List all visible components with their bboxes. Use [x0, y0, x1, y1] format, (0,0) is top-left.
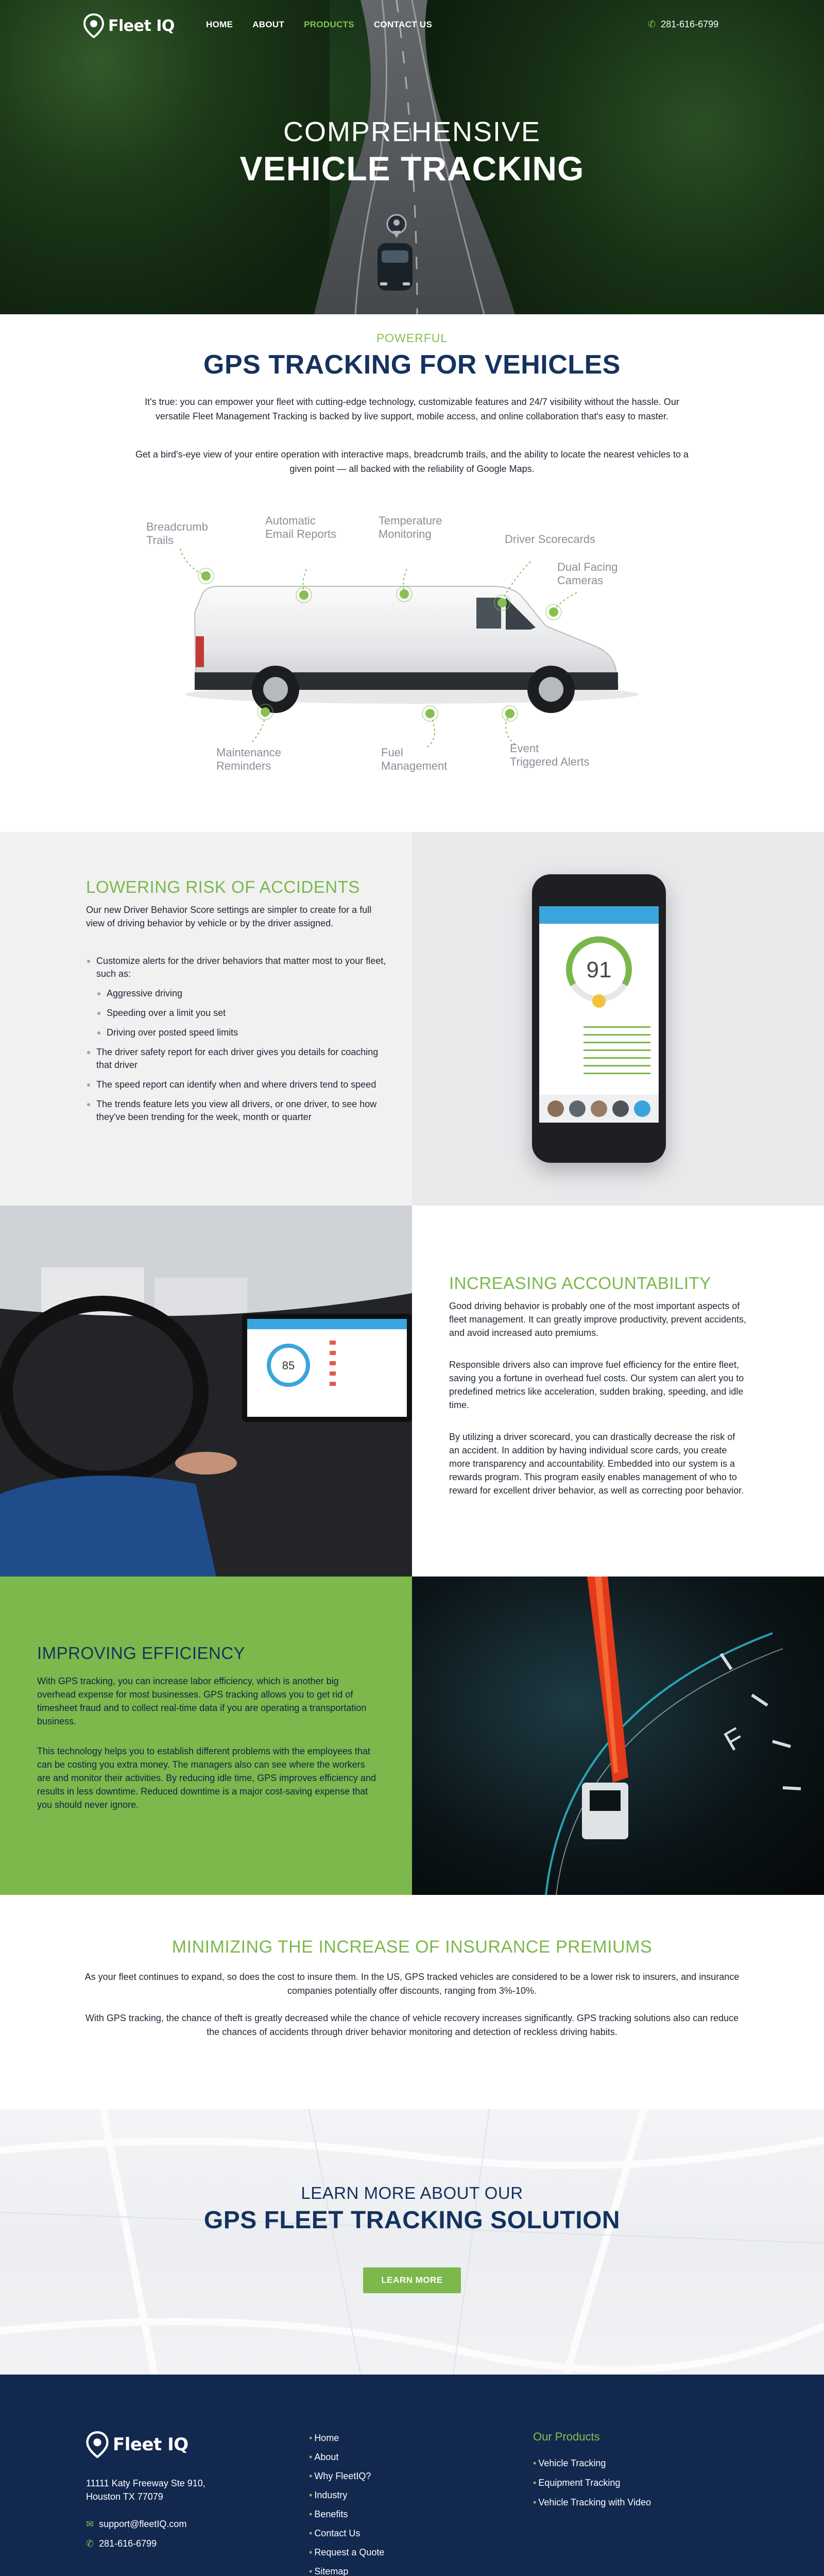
insurance-section — [0, 1895, 824, 2109]
car-interior-illustration — [0, 1206, 412, 1577]
menu-item-about[interactable]: ABOUT — [252, 20, 285, 29]
menu-item-products[interactable]: PRODUCTS — [304, 20, 354, 29]
accountability-paragraph-3: By utilizing a driver scorecard, you can drastically decrease the risk of an accident. In addition by having individual score cards, you create more transparency and accountability. Embedded into our system is a rewards program. This program easily enables management of who to reward for excellent driver behavior, as well as correcting poor behavior. — [449, 1432, 744, 1496]
footer-email: support@fleetIQ.com — [99, 2519, 187, 2529]
footer-product-vehicle-video[interactable]: • Vehicle Tracking with Video — [533, 2497, 651, 2507]
avatar — [591, 1100, 607, 1117]
footer-link-benefits[interactable]: • Benefits — [309, 2509, 348, 2519]
menu-item-home[interactable]: HOME — [206, 20, 233, 29]
accountability-paragraph-2: Responsible drivers also can improve fuel efficiency for the entire fleet, saving you a fortune in overhead fuel costs. Our system can alert you to predefined metrics like acceleration, sudden braking, speeding, and idle time. — [449, 1360, 744, 1410]
gps-tracking-section — [0, 314, 824, 832]
risk-bullets — [86, 955, 395, 1130]
label-fuel-management — [381, 746, 447, 773]
label-email-reports — [265, 514, 336, 541]
footer-address — [86, 2477, 205, 2503]
top-navigation — [0, 0, 824, 52]
footer-address-line2: Houston TX 77079 — [86, 2492, 163, 2502]
label-line: Maintenance — [216, 746, 281, 759]
risk-bullet-list — [86, 955, 395, 980]
label-line: Management — [381, 759, 448, 772]
footer-products-title: Our Products — [533, 2430, 600, 2443]
efficiency-paragraph-2: This technology helps you to establish different problems with the employees that can be costing you extra money. The managers also can see where the workers are and monitor their activities. By reducing idle time, GPS improves efficiency and results in less downtime. Reduced downtime is a major cost-saving expense that you should never ignore. — [37, 1746, 376, 1810]
phone-driver-avatars — [539, 1095, 659, 1123]
header-phone-link[interactable] — [648, 19, 718, 30]
map-background — [0, 2109, 824, 2375]
risk-title: LOWERING RISK OF ACCIDENTS — [86, 877, 360, 896]
phone-mockup — [532, 874, 666, 1163]
avatar — [612, 1100, 629, 1117]
phone-screen — [539, 906, 659, 1123]
accountability-title: INCREASING ACCOUNTABILITY — [449, 1274, 711, 1293]
brand-logo[interactable] — [82, 13, 175, 38]
efficiency-section — [0, 1577, 824, 1895]
cta-heading-line1: LEARN MORE ABOUT OUR — [301, 2183, 523, 2202]
footer-product-label: Vehicle Tracking with Video — [538, 2497, 651, 2507]
efficiency-paragraph-1: With GPS tracking, you can increase labor efficiency, which is another big overhead expense for most businesses. GPS tracking allows you to get rid of timesheet fraud and to collect real-time data if you are operating a transportation business. — [37, 1676, 367, 1726]
label-line: Driver Scorecards — [505, 533, 596, 546]
intro-paragraph-2: Get a bird's-eye view of your entire operation with interactive maps, breadcrumb trails, and the ability to locate the nearest vehicles to a given point — all backed with the reliability of Google Maps. — [135, 449, 689, 474]
label-line: Cameras — [557, 574, 604, 587]
intro-paragraph-1: It's true: you can empower your fleet with cutting-edge technology, customizable features and 24/7 visibility without the hassle. Our versatile Fleet Management Tracking is backed by live support, mobile access, and online collaboration that's easy to master. — [145, 397, 679, 421]
footer-product-label: Equipment Tracking — [538, 2478, 621, 2488]
footer-product-equipment-tracking[interactable]: • Equipment Tracking — [533, 2478, 621, 2488]
hero — [0, 0, 824, 314]
footer-link-label: Request a Quote — [314, 2547, 385, 2557]
risk-bullet: The speed report can identify when and where drivers tend to speed — [86, 1078, 395, 1091]
risk-sub-list — [96, 987, 395, 1039]
fuel-gauge-image — [412, 1577, 824, 1895]
footer-link-label: Benefits — [314, 2509, 348, 2519]
car-interior-image — [0, 1206, 412, 1577]
footer-product-label: Vehicle Tracking — [538, 2458, 606, 2468]
avatar — [547, 1100, 564, 1117]
label-line: Trails — [146, 534, 174, 547]
risk-section — [0, 832, 824, 1206]
intro-eyebrow: POWERFUL — [376, 331, 448, 345]
van-features-diagram — [139, 510, 685, 799]
label-temperature-monitoring — [379, 514, 442, 541]
insurance-paragraph-1: As your fleet continues to expand, so does the cost to insure them. In the US, GPS tracked vehicles are considered to be a lower risk to insurers, and insurance companies potentially offer discounts, ranging from 3%-10%. — [84, 1972, 740, 1996]
footer-brand-name: Fleet IQ — [113, 2434, 188, 2455]
hero-heading — [0, 116, 824, 188]
insurance-paragraph-2: With GPS tracking, the chance of theft is greatly decreased while the chance of vehicle recovery increases significantly. GPS tracking solutions also can reduce the chances of accidents through driver behavior monitoring and detection of reckless driving habits. — [85, 2013, 739, 2037]
label-line: Reminders — [216, 759, 271, 772]
hero-heading-line1: COMPREHENSIVE — [283, 116, 541, 147]
label-line: Temperature — [379, 514, 442, 527]
footer-link-industry[interactable]: • Industry — [309, 2490, 348, 2500]
label-driver-scorecards — [505, 533, 595, 546]
footer-link-home[interactable]: • Home — [309, 2433, 339, 2443]
footer-link-label: Home — [314, 2433, 339, 2443]
label-breadcrumb-trails — [146, 520, 208, 547]
avatar — [569, 1100, 586, 1117]
accountability-text-panel — [412, 1206, 824, 1577]
label-line: Breadcrumb — [146, 520, 208, 533]
phone-metric-bars — [539, 1019, 659, 1081]
phone-icon: ✆ — [86, 2538, 94, 2549]
footer-logo[interactable] — [85, 2431, 188, 2458]
risk-bullet-list-2 — [86, 1046, 395, 1124]
risk-intro: Our new Driver Behavior Score settings are simpler to create for a full view of driving behavior by vehicle or by the driver assigned. — [86, 905, 372, 928]
footer-product-vehicle-tracking[interactable]: • Vehicle Tracking — [533, 2458, 606, 2468]
footer-link-label: Industry — [314, 2490, 348, 2500]
accountability-section — [0, 1206, 824, 1577]
label-line: Automatic — [265, 514, 316, 527]
label-maintenance-reminders — [216, 746, 281, 773]
phone-app-header — [539, 906, 659, 924]
footer-phone: 281-616-6799 — [99, 2538, 157, 2549]
footer-link-about[interactable]: • About — [309, 2452, 339, 2462]
phone-score: 91 — [586, 957, 612, 982]
cta-heading-line2: GPS FLEET TRACKING SOLUTION — [203, 2207, 621, 2234]
risk-bullet: The trends feature lets you view all drivers, or one driver, to see how they've been trending for the week, month or quarter — [86, 1098, 395, 1124]
location-pin-icon — [82, 13, 105, 38]
score-gauge — [539, 924, 659, 1016]
learn-more-button[interactable]: LEARN MORE — [363, 2267, 461, 2293]
label-line: Triggered Alerts — [510, 755, 590, 768]
footer-link-label: About — [314, 2452, 339, 2462]
header-phone-number: 281-616-6799 — [661, 19, 719, 29]
footer-link-why-fleetiq[interactable]: • Why FleetIQ? — [309, 2471, 371, 2481]
footer-link-request-quote[interactable]: • Request a Quote — [309, 2547, 385, 2557]
efficiency-title: IMPROVING EFFICIENCY — [37, 1643, 246, 1663]
efficiency-text-panel — [0, 1577, 412, 1895]
brand-name: Fleet IQ — [108, 16, 175, 35]
footer-link-contact-us[interactable]: • Contact Us — [309, 2528, 360, 2538]
footer-link-label: Sitemap — [314, 2566, 349, 2576]
footer-phone-link[interactable] — [86, 2538, 157, 2549]
insurance-title: MINIMIZING THE INCREASE OF INSURANCE PREMIUMS — [171, 1937, 653, 1957]
label-line: Email Reports — [265, 528, 337, 540]
risk-bullet: Customize alerts for the driver behaviors that matter most to your fleet, such as: — [86, 955, 395, 980]
risk-sub-bullet: Aggressive driving — [96, 987, 395, 1000]
accountability-paragraph-1: Good driving behavior is probably one of the most important aspects of fleet management. It can greatly improve productivity, prevent accidents, and avoid increased auto premiums. — [449, 1301, 746, 1338]
label-line: Event — [510, 742, 539, 755]
email-icon: ✉ — [86, 2519, 94, 2529]
risk-text-panel — [0, 832, 412, 1206]
intro-title: GPS TRACKING FOR VEHICLES — [203, 350, 621, 380]
label-dual-facing-cameras — [557, 561, 617, 587]
risk-sub-bullet: Driving over posted speed limits — [96, 1026, 395, 1039]
footer-email-link[interactable] — [86, 2519, 186, 2530]
avatar — [634, 1100, 650, 1117]
phone-icon: ✆ — [648, 19, 656, 29]
label-line: Dual Facing — [557, 561, 618, 573]
label-line: Fuel — [381, 746, 403, 759]
cta-section — [0, 2109, 824, 2375]
fuel-gauge-illustration — [412, 1577, 824, 1895]
screen-score: 85 — [282, 1359, 295, 1372]
footer-link-label: Contact Us — [314, 2528, 360, 2538]
site-footer — [0, 2375, 824, 2576]
main-menu — [206, 20, 432, 30]
label-line: Monitoring — [379, 528, 432, 540]
svg-text:F: F — [719, 1721, 749, 1757]
risk-image-panel — [412, 832, 824, 1206]
risk-bullet: The driver safety report for each driver gives you details for coaching that driver — [86, 1046, 395, 1072]
hero-heading-line2: VEHICLE TRACKING — [239, 149, 585, 188]
footer-link-sitemap[interactable]: • Sitemap — [309, 2566, 349, 2576]
footer-link-label: Why FleetIQ? — [314, 2471, 371, 2481]
risk-sub-bullet: Speeding over a limit you set — [96, 1007, 395, 1020]
location-pin-icon — [85, 2431, 110, 2458]
menu-item-contact-us[interactable]: CONTACT US — [373, 20, 433, 29]
label-event-triggered-alerts — [510, 742, 589, 769]
footer-address-line1: 11111 Katy Freeway Ste 910, — [86, 2478, 205, 2488]
